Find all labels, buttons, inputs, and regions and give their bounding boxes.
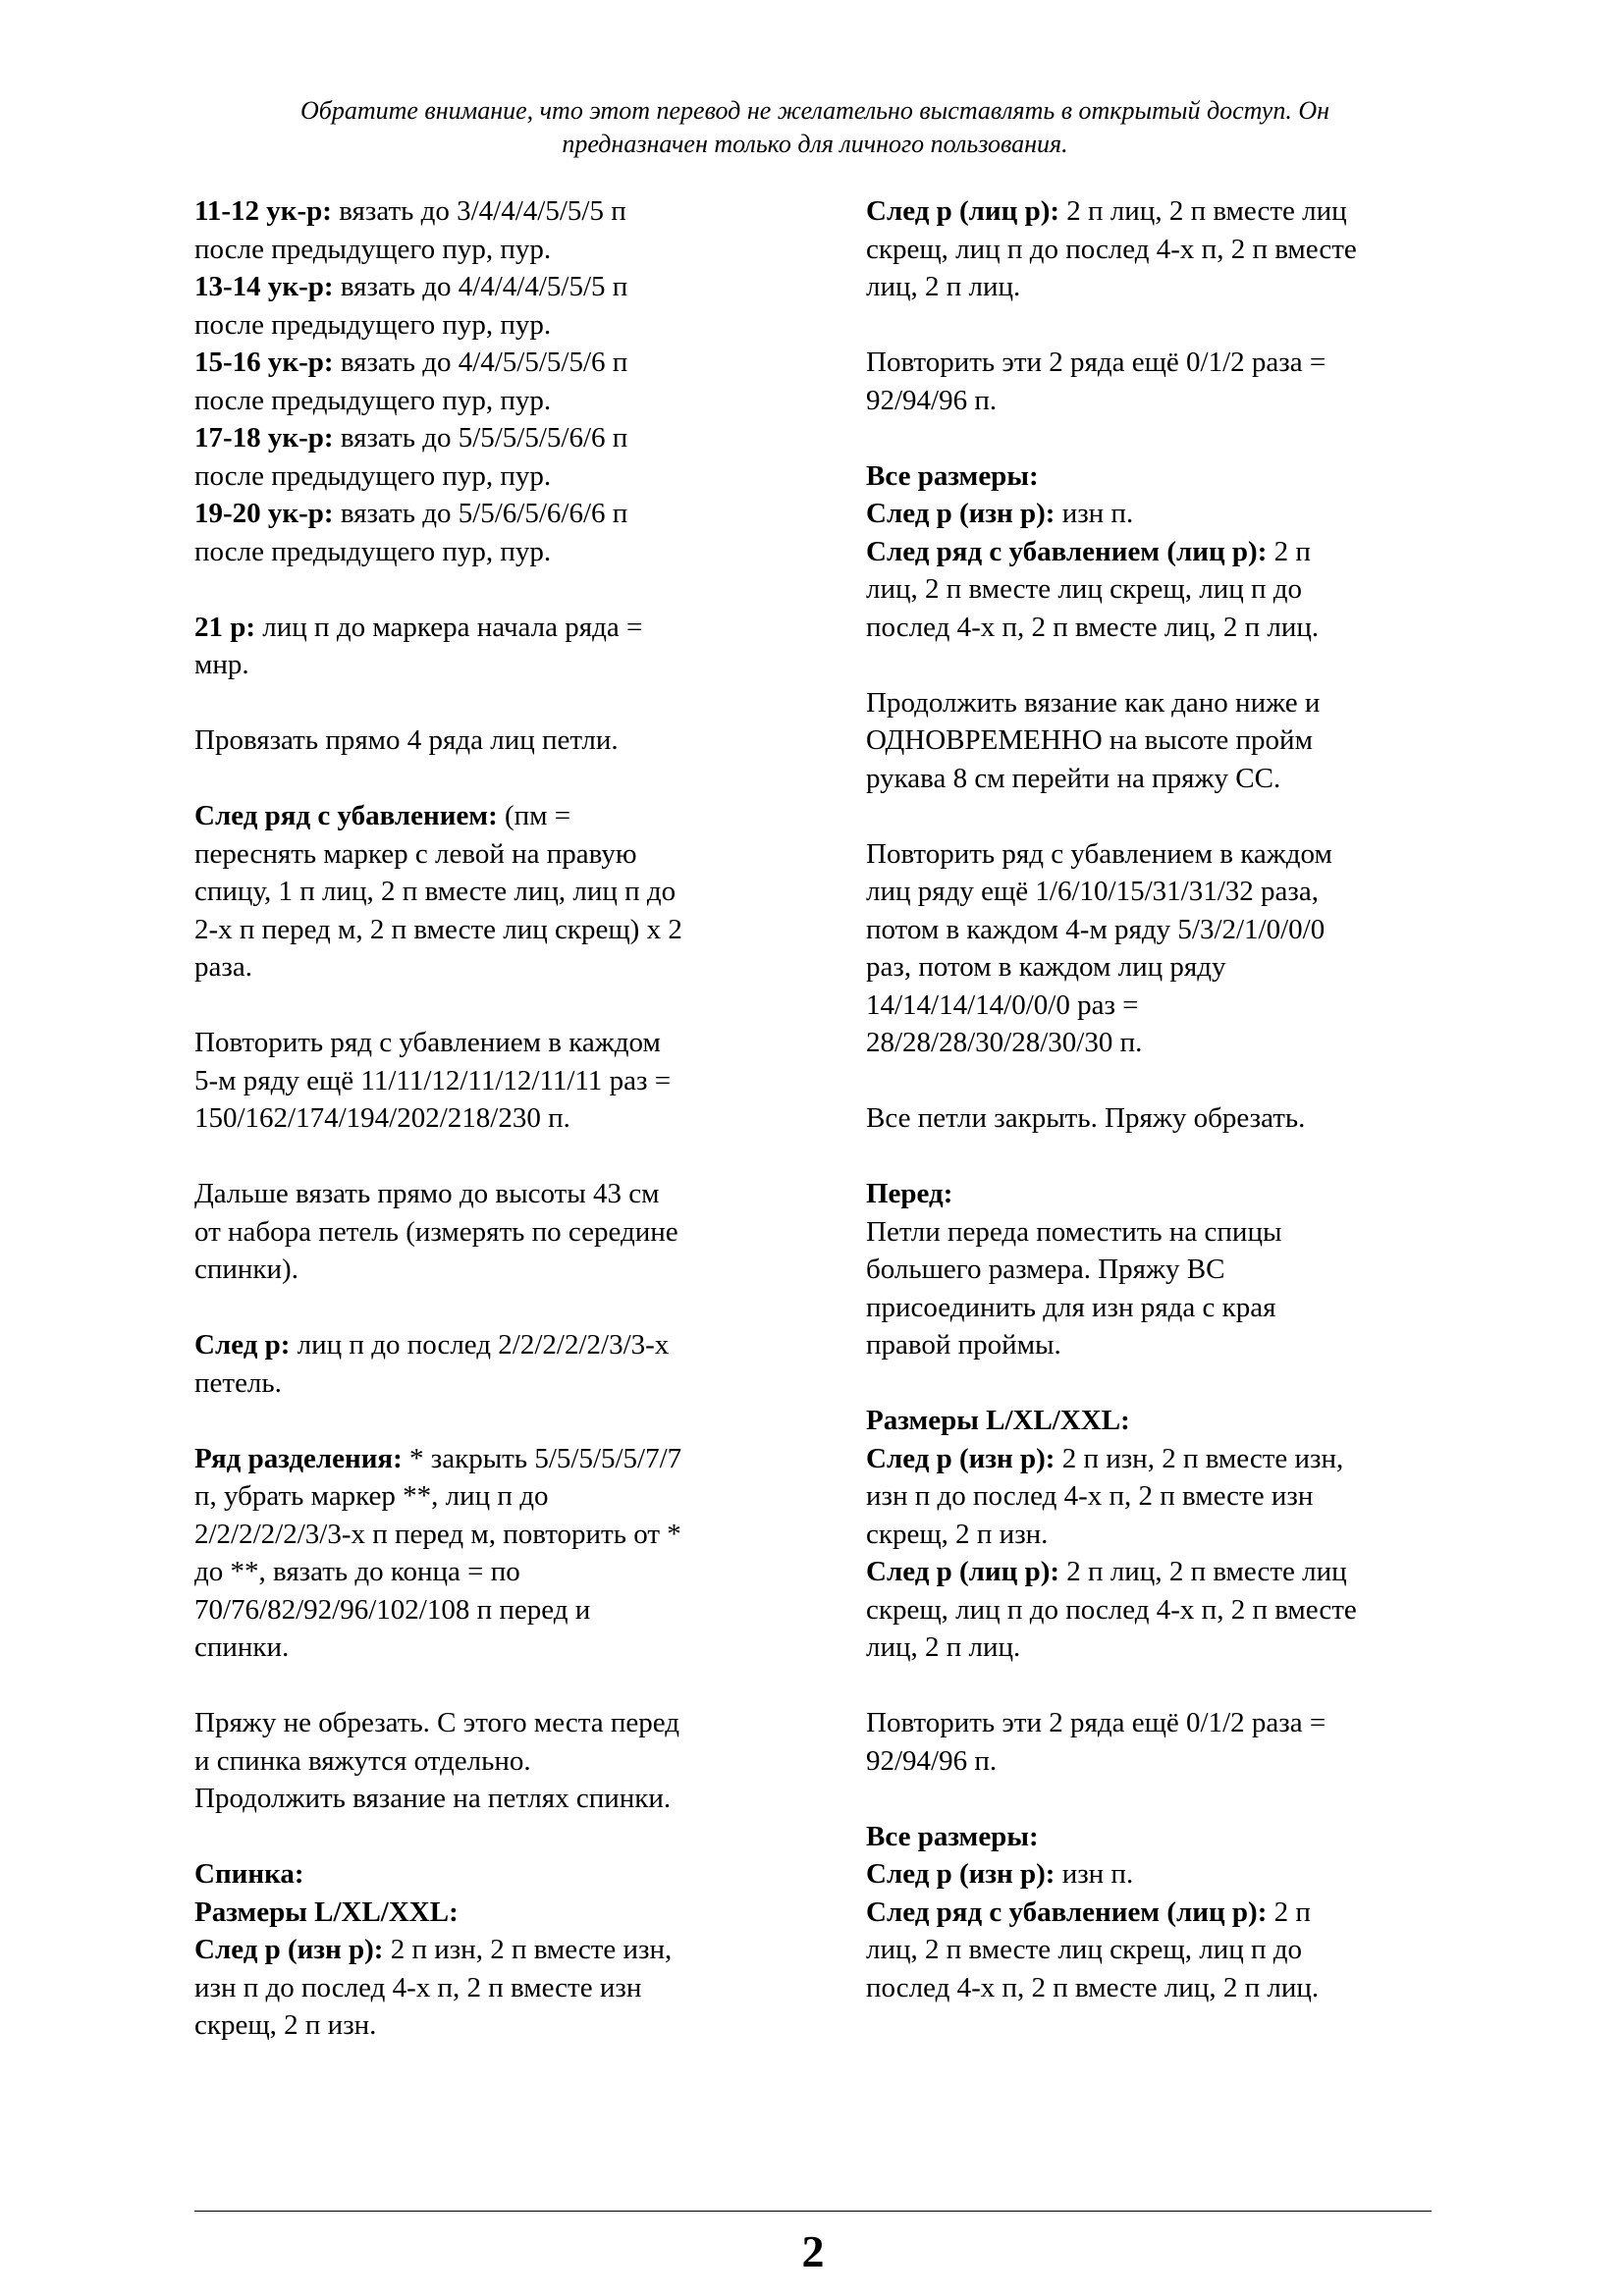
right-column [866, 192, 1455, 2006]
text-run: Все петли закрыть. Пряжу обрезать. [866, 1102, 1306, 1134]
paragraph [866, 1099, 1455, 1138]
text-line [194, 1099, 784, 1138]
text-line [194, 1855, 784, 1894]
text-line [194, 1062, 784, 1100]
text-run: 2-х п перед м, 2 п вместе лиц скрещ) х 2 [194, 913, 682, 945]
paragraph [866, 192, 1455, 306]
text-run: 14/14/14/14/0/0/0 раз = [866, 988, 1139, 1021]
text-run: лиц п до маркера начала ряда = [255, 611, 643, 643]
text-line [194, 1364, 784, 1403]
text-line [194, 646, 784, 684]
text-line [866, 760, 1455, 798]
text-run: петель. [194, 1366, 282, 1399]
text-run: скрещ, 2 п изн. [194, 2009, 377, 2041]
text-run: Повторить ряд с убавлением в каждом [194, 1027, 661, 1058]
text-line [866, 1591, 1455, 1629]
text-run: 2 п изн, 2 п вместе изн, [383, 1934, 673, 1965]
text-line [866, 948, 1455, 987]
text-line [194, 873, 784, 911]
text-run: спицу, 1 п лиц, 2 п вместе лиц, лиц п до [194, 876, 677, 907]
text-run: вязать до 5/5/5/5/5/6/6 п [333, 422, 628, 454]
text-line [866, 570, 1455, 609]
text-line [194, 1931, 784, 1969]
text-line [194, 1477, 784, 1516]
text-line [194, 911, 784, 949]
bold-run: Размеры L/XL/XXL: [866, 1405, 1130, 1436]
text-run: послед 4-х п, 2 п вместе лиц, 2 п лиц. [866, 611, 1320, 643]
text-line [194, 2006, 784, 2045]
text-run: и спинка вяжутся отдельно. [194, 1744, 531, 1777]
text-run: скрещ, 2 п изн. [866, 1518, 1049, 1550]
text-run: изн п до послед 4-х п, 2 п вместе изн [866, 1480, 1314, 1512]
text-run: Провязать прямо 4 ряда лиц петли. [194, 724, 619, 756]
text-run: раза. [194, 951, 252, 983]
text-line [194, 609, 784, 647]
text-line [866, 1402, 1455, 1440]
bold-run: След ряд с убавлением (лиц р): [866, 535, 1268, 567]
text-line [866, 1251, 1455, 1289]
text-run: Продолжить вязание как дано ниже и [866, 686, 1321, 719]
bold-run: След р (лиц р): [866, 1556, 1060, 1587]
text-run: 92/94/96 п. [866, 1744, 998, 1777]
text-line [866, 873, 1455, 911]
text-line [866, 1969, 1455, 2007]
left-column [194, 192, 784, 2045]
text-run: 5-м ряду ещё 11/11/12/11/12/11/11 раз = [194, 1064, 672, 1096]
bold-run: 11-12 ук-р: [194, 195, 332, 227]
text-run: 70/76/82/92/96/102/108 п перед и [194, 1593, 591, 1626]
paragraph [866, 1818, 1455, 2007]
page-header [177, 94, 1453, 161]
text-run: 2 п изн, 2 п вместе изн, [1055, 1442, 1344, 1474]
paragraph [866, 1704, 1455, 1780]
text-line [866, 1024, 1455, 1062]
text-run: мнр. [194, 649, 249, 680]
text-line [194, 1704, 784, 1742]
text-run: (пм = [497, 800, 571, 831]
page-number: 2 [801, 2226, 825, 2276]
text-line [866, 987, 1455, 1025]
text-run: Петли переда поместить на спицы [866, 1215, 1282, 1248]
text-run: 2 п лиц, 2 п вместе лиц [1059, 1556, 1347, 1587]
text-line [194, 268, 784, 306]
bold-run: Все размеры: [866, 1820, 1039, 1852]
text-line [866, 609, 1455, 647]
text-run: п, убрать маркер **, лиц п до [194, 1480, 549, 1512]
paragraph [866, 835, 1455, 1062]
paragraph [194, 1440, 784, 1667]
bold-run: След ряд с убавлением: [194, 800, 498, 831]
paragraph [194, 192, 784, 570]
text-line [866, 1516, 1455, 1554]
text-line [194, 721, 784, 760]
text-run: вязать до 3/4/4/4/5/5/5 п [331, 195, 626, 227]
paragraph [866, 457, 1455, 647]
text-run: после предыдущего пур, пур. [194, 308, 552, 341]
text-run: вязать до 5/5/6/5/6/6/6 п [333, 498, 628, 529]
text-run: большего размера. Пряжу ВС [866, 1254, 1225, 1285]
text-run: правой проймы. [866, 1329, 1061, 1361]
text-line [866, 1855, 1455, 1894]
text-line [194, 1024, 784, 1062]
text-line [194, 306, 784, 345]
text-run: 28/28/28/30/28/30/30 п. [866, 1027, 1143, 1058]
text-run: 150/162/174/194/202/218/230 п. [194, 1102, 570, 1134]
text-run: 2/2/2/2/2/3/3-х п перед м, повторить от * [194, 1518, 681, 1550]
text-run: послед 4-х п, 2 п вместе лиц, 2 п лиц. [866, 1971, 1320, 2003]
text-run: скрещ, лиц п до послед 4-х п, 2 п вместе [866, 233, 1357, 265]
text-run: вязать до 4/4/4/4/5/5/5 п [333, 271, 628, 302]
text-run: 2 п [1267, 535, 1311, 567]
paragraph [194, 1326, 784, 1402]
bold-run: 21 р: [194, 611, 256, 643]
text-line [194, 344, 784, 382]
text-run: после предыдущего пур, пур. [194, 233, 552, 265]
text-run: Продолжить вязание на петлях спинки. [194, 1783, 672, 1814]
text-line [194, 1440, 784, 1478]
bold-run: 13-14 ук-р: [194, 271, 334, 302]
text-line [866, 1704, 1455, 1742]
bold-run: След р: [194, 1329, 291, 1361]
paragraph [866, 1175, 1455, 1364]
text-run: после предыдущего пур, пур. [194, 535, 552, 567]
text-line [194, 1969, 784, 2007]
bold-run: 17-18 ук-р: [194, 422, 334, 454]
bold-run: 15-16 ук-р: [194, 347, 334, 378]
text-line [194, 533, 784, 571]
text-run: лиц ряду ещё 1/6/10/15/31/31/32 раза, [866, 876, 1319, 907]
text-line [194, 948, 784, 987]
text-run: лиц, 2 п лиц. [866, 271, 1021, 302]
text-line [866, 1175, 1455, 1213]
text-run: лиц п до послед 2/2/2/2/2/3/3-х [290, 1329, 670, 1361]
paragraph [194, 721, 784, 760]
text-line [194, 457, 784, 496]
bold-run: След ряд с убавлением (лиц р): [866, 1896, 1268, 1928]
paragraph [866, 684, 1455, 798]
text-run: до **, вязать до конца = по [194, 1556, 520, 1587]
text-run: 92/94/96 п. [866, 384, 998, 416]
bold-run: След р (лиц р): [866, 195, 1060, 227]
text-line [866, 1477, 1455, 1516]
text-line [866, 1440, 1455, 1478]
text-run: раз, потом в каждом лиц ряду [866, 951, 1226, 983]
text-line [866, 1289, 1455, 1327]
text-run: 2 п [1267, 1896, 1311, 1928]
text-run: лиц, 2 п лиц. [866, 1631, 1021, 1663]
text-line [194, 1780, 784, 1818]
text-line [866, 1894, 1455, 1932]
footer-divider [194, 2211, 1432, 2212]
text-line [194, 1894, 784, 1932]
text-run: после предыдущего пур, пур. [194, 384, 552, 416]
bold-run: След р (изн р): [194, 1934, 384, 1965]
text-run: лиц, 2 п вместе лиц скрещ, лиц п до [866, 1934, 1303, 1965]
text-run: присоединить для изн ряда с края [866, 1291, 1276, 1323]
text-line [194, 1175, 784, 1213]
text-line [866, 911, 1455, 949]
text-line [194, 419, 784, 457]
paragraph [194, 1855, 784, 2045]
text-run: ОДНОВРЕМЕННО на высоте пройм [866, 724, 1313, 756]
text-line [194, 382, 784, 420]
text-run: спинки). [194, 1254, 298, 1285]
bold-run: Ряд разделения: [194, 1442, 403, 1474]
text-line [194, 1591, 784, 1629]
text-run: Дальше вязать прямо до высоты 43 см [194, 1178, 660, 1209]
text-line [866, 721, 1455, 760]
text-run: Повторить эти 2 ряда ещё 0/1/2 раза = [866, 1707, 1326, 1738]
text-run: изн п. [1055, 1858, 1134, 1890]
bold-run: Все размеры: [866, 459, 1039, 492]
text-run: скрещ, лиц п до послед 4-х п, 2 п вместе [866, 1593, 1357, 1626]
text-line [194, 231, 784, 269]
text-run: после предыдущего пур, пур. [194, 459, 552, 492]
text-line [194, 835, 784, 874]
paragraph [866, 344, 1455, 419]
text-run: Пряжу не обрезать. С этого места перед [194, 1707, 680, 1738]
text-run: от набора петель (измерять по середине [194, 1215, 678, 1248]
bold-run: След р (изн р): [866, 1858, 1056, 1890]
text-run: Повторить ряд с убавлением в каждом [866, 837, 1332, 870]
text-line [194, 1629, 784, 1667]
paragraph [194, 1024, 784, 1138]
text-run: потом в каждом 4-м ряду 5/3/2/1/0/0/0 [866, 913, 1326, 945]
text-line [866, 344, 1455, 382]
text-line [866, 192, 1455, 231]
paragraph [866, 1402, 1455, 1667]
text-run: спинки. [194, 1631, 290, 1663]
text-run: изн п до послед 4-х п, 2 п вместе изн [194, 1971, 642, 2003]
text-run: изн п. [1055, 498, 1134, 529]
text-run: 2 п лиц, 2 п вместе лиц [1059, 195, 1347, 227]
text-run: * закрыть 5/5/5/5/5/7/7 [402, 1442, 682, 1474]
bold-run: След р (изн р): [866, 1442, 1056, 1474]
text-line [866, 1099, 1455, 1138]
header-line-2: предназначен только для личного пользования. [562, 130, 1068, 158]
text-line [194, 1326, 784, 1364]
text-run: переснять маркер с левой на правую [194, 837, 637, 870]
text-run: Повторить эти 2 ряда ещё 0/1/2 раза = [866, 347, 1326, 378]
text-line [866, 1818, 1455, 1856]
paragraph [194, 1175, 784, 1289]
text-line [866, 457, 1455, 496]
text-line [866, 495, 1455, 533]
text-line [194, 1742, 784, 1781]
text-line [866, 1931, 1455, 1969]
text-line [866, 1553, 1455, 1591]
text-line [866, 684, 1455, 722]
text-line [866, 835, 1455, 874]
text-line [866, 1629, 1455, 1667]
bold-run: След р (изн р): [866, 498, 1056, 529]
text-line [866, 1213, 1455, 1252]
text-line [194, 495, 784, 533]
text-line [866, 268, 1455, 306]
text-line [866, 382, 1455, 420]
text-line [866, 1326, 1455, 1364]
text-line [194, 797, 784, 835]
paragraph [194, 609, 784, 684]
text-line [194, 1516, 784, 1554]
text-line [866, 231, 1455, 269]
text-run: рукава 8 см перейти на пряжу СС. [866, 762, 1281, 794]
text-line [866, 533, 1455, 571]
text-line [866, 1742, 1455, 1781]
bold-run: Перед: [866, 1178, 953, 1209]
text-line [194, 192, 784, 231]
bold-run: Размеры L/XL/XXL: [194, 1896, 459, 1928]
bold-run: Спинка: [194, 1858, 304, 1890]
text-run: вязать до 4/4/5/5/5/5/6 п [333, 347, 628, 378]
text-line [194, 1213, 784, 1252]
text-run: лиц, 2 п вместе лиц скрещ, лиц п до [866, 573, 1303, 605]
header-line-1: Обратите внимание, что этот перевод не желательно выставлять в открытый доступ. Он [299, 96, 1329, 125]
bold-run: 19-20 ук-р: [194, 498, 334, 529]
paragraph [194, 797, 784, 987]
paragraph [194, 1704, 784, 1818]
text-line [194, 1553, 784, 1591]
text-line [194, 1251, 784, 1289]
